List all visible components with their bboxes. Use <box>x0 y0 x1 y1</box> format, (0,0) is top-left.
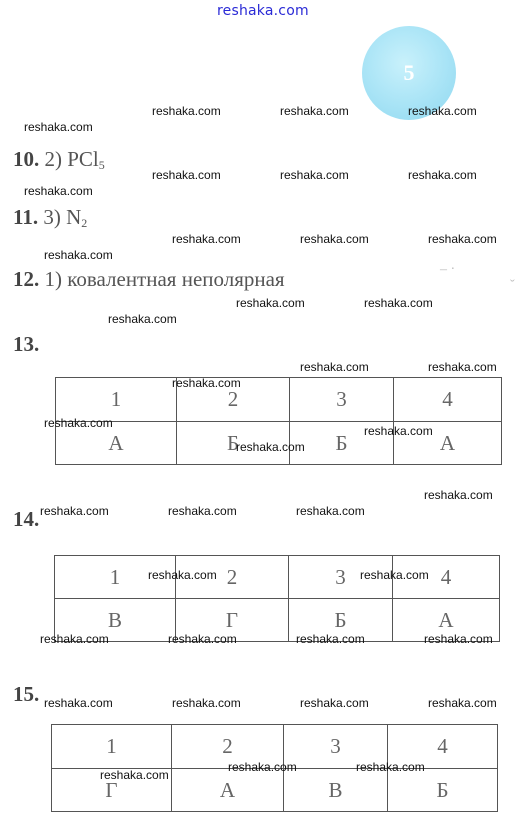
answer-11-subscript: 2 <box>81 216 88 230</box>
watermark-text: reshaka.com <box>364 424 433 438</box>
table-cell: 1 <box>55 556 176 599</box>
table-cell: Б <box>289 599 393 642</box>
answer-12-number: 12. <box>13 267 40 291</box>
watermark-text: reshaka.com <box>40 632 109 646</box>
watermark-text: reshaka.com <box>428 696 497 710</box>
watermark-text: reshaka.com <box>172 376 241 390</box>
watermark-text: reshaka.com <box>300 360 369 374</box>
watermark-text: reshaka.com <box>100 768 169 782</box>
table-cell: 2 <box>172 725 284 769</box>
watermark-text: reshaka.com <box>408 168 477 182</box>
watermark-text: reshaka.com <box>168 632 237 646</box>
watermark-text: reshaka.com <box>24 184 93 198</box>
table-cell: В <box>55 599 176 642</box>
answer-15 <box>13 682 39 707</box>
answer-10-number: 10. <box>13 147 40 171</box>
table-cell: 4 <box>394 378 502 422</box>
watermark-text: reshaka.com <box>280 104 349 118</box>
answer-11 <box>13 205 87 231</box>
answer-14 <box>13 507 39 532</box>
table-cell: А <box>56 422 177 465</box>
watermark-text: reshaka.com <box>172 696 241 710</box>
watermark-text: reshaka.com <box>408 104 477 118</box>
table-cell: 4 <box>393 556 500 599</box>
answer-10-subscript: 5 <box>98 158 105 172</box>
table-cell: 2 <box>177 378 290 422</box>
answer-12-text: 1) ковалентная неполярная <box>44 267 285 291</box>
watermark-text: reshaka.com <box>168 504 237 518</box>
table-cell: 2 <box>176 556 289 599</box>
table-cell: А <box>393 599 500 642</box>
watermark-text: reshaka.com <box>356 760 425 774</box>
answer-11-text: 3) N <box>43 205 82 229</box>
watermark-text: reshaka.com <box>428 232 497 246</box>
watermark-text: reshaka.com <box>40 504 109 518</box>
watermark-text: reshaka.com <box>152 104 221 118</box>
answer-15-number: 15. <box>13 682 40 706</box>
page-number: 5 <box>403 60 415 85</box>
table-cell: Б <box>290 422 394 465</box>
watermark-text: reshaka.com <box>172 232 241 246</box>
table-cell: Б <box>177 422 290 465</box>
answer-11-number: 11. <box>13 205 39 229</box>
watermark-text: reshaka.com <box>360 568 429 582</box>
table-cell: Г <box>52 769 172 812</box>
watermark-text: reshaka.com <box>280 168 349 182</box>
site-logo[interactable]: reshaka.com <box>217 3 309 19</box>
watermark-text: reshaka.com <box>424 632 493 646</box>
watermark-text: reshaka.com <box>148 568 217 582</box>
table-cell: В <box>284 769 388 812</box>
table-cell: 3 <box>289 556 393 599</box>
watermark-text: reshaka.com <box>364 296 433 310</box>
watermark-text: reshaka.com <box>300 232 369 246</box>
watermark-text: reshaka.com <box>152 168 221 182</box>
table-cell: Г <box>176 599 289 642</box>
watermark-text: reshaka.com <box>300 696 369 710</box>
table-cell: 1 <box>52 725 172 769</box>
faint-mark: ‒ · <box>440 262 456 277</box>
table-cell: 3 <box>284 725 388 769</box>
watermark-text: reshaka.com <box>44 696 113 710</box>
watermark-text: reshaka.com <box>24 120 93 134</box>
answer-14-table <box>54 555 500 642</box>
answer-12 <box>13 267 285 292</box>
watermark-text: reshaka.com <box>424 488 493 502</box>
watermark-text: reshaka.com <box>44 248 113 262</box>
answer-13-number: 13. <box>13 332 40 356</box>
watermark-text: reshaka.com <box>428 360 497 374</box>
watermark-text: reshaka.com <box>236 296 305 310</box>
watermark-text: reshaka.com <box>296 504 365 518</box>
faint-mark: ˇ <box>510 278 515 293</box>
watermark-text: reshaka.com <box>236 440 305 454</box>
watermark-text: reshaka.com <box>228 760 297 774</box>
watermark-text: reshaka.com <box>108 312 177 326</box>
watermark-text: reshaka.com <box>296 632 365 646</box>
table-cell: 4 <box>388 725 498 769</box>
watermark-text: reshaka.com <box>44 416 113 430</box>
table-cell: 1 <box>56 378 177 422</box>
table-cell: А <box>394 422 502 465</box>
answer-13 <box>13 332 39 357</box>
table-cell: Б <box>388 769 498 812</box>
answer-10 <box>13 147 105 173</box>
answer-14-number: 14. <box>13 507 40 531</box>
answer-10-text: 2) PCl <box>44 147 99 171</box>
table-cell: А <box>172 769 284 812</box>
table-cell: 3 <box>290 378 394 422</box>
